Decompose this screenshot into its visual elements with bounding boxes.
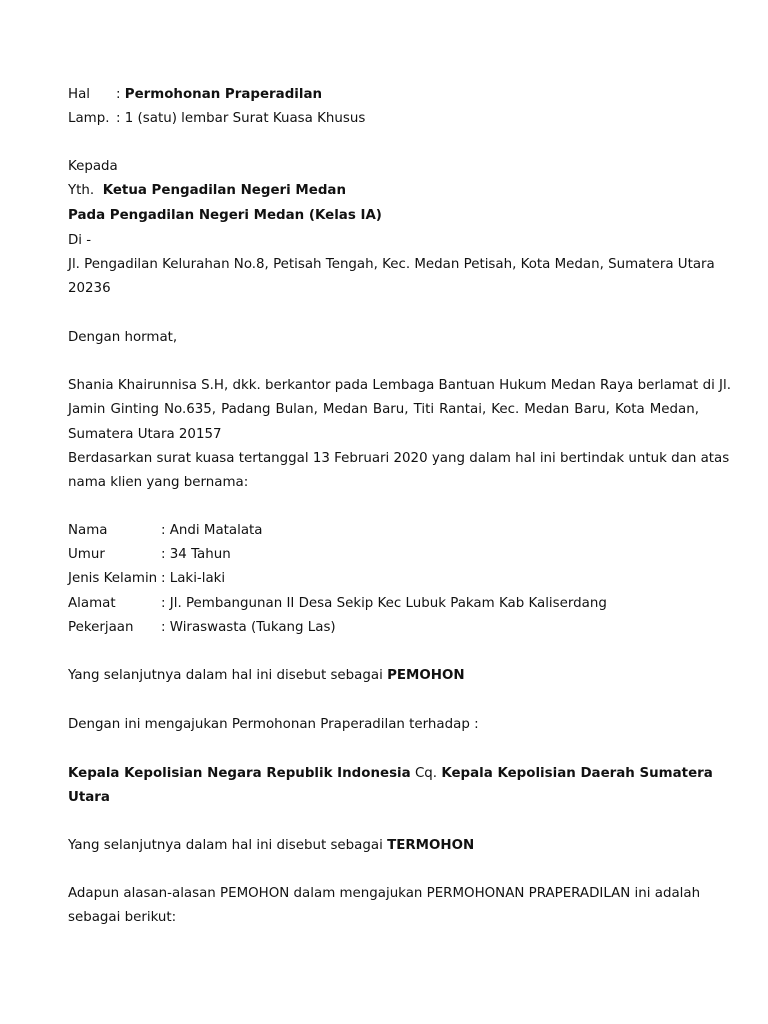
yth-text: Yth. <box>68 183 95 198</box>
respondent-cq: Cq. <box>414 766 438 781</box>
field-label-jenis-kelamin: Jenis Kelamin <box>68 571 158 586</box>
hal-label: Hal <box>68 87 90 102</box>
termohon-prefix: Yang selanjutnya dalam hal ini disebut sebagai <box>68 838 383 853</box>
field-row <box>68 619 336 637</box>
di-text: Di - <box>68 233 92 248</box>
hal-line: Hal : Permohonan Praperadilan <box>68 87 323 102</box>
pemohon-prefix: Yang selanjutnya dalam hal ini disebut sebagai <box>68 668 383 683</box>
recipient-address-line2: 20236 <box>68 281 111 296</box>
paragraph2-line2: nama klien yang bernama: <box>68 475 249 490</box>
paragraph1-line2: Jamin Ginting No.635, Padang Bulan, Medan Baru, Titi Rantai, Kec. Medan Baru, Kota Medan, <box>68 402 699 417</box>
field-value-umur: : 34 Tahun <box>161 547 231 562</box>
field-value-alamat: : Jl. Pembangunan II Desa Sekip Kec Lubuk Pakam Kab Kaliserdang <box>161 596 607 611</box>
field-value-jenis-kelamin: : Laki-laki <box>161 571 226 586</box>
termohon-term: TERMOHON <box>387 838 475 853</box>
termohon-line <box>68 837 474 855</box>
pemohon-line <box>68 667 465 685</box>
field-row <box>68 595 607 613</box>
recipient-court: Pada Pengadilan Negeri Medan (Kelas IA) <box>68 208 382 223</box>
field-row <box>68 522 263 540</box>
field-value-pekerjaan: : Wiraswasta (Tukang Las) <box>161 620 336 635</box>
lamp-value: 1 (satu) lembar Surat Kuasa Khusus <box>124 111 366 126</box>
recipient-line1 <box>68 182 346 200</box>
lamp-label: Lamp. <box>68 111 110 126</box>
kepada-text: Kepada <box>68 159 118 174</box>
paragraph1-line1: Shania Khairunnisa S.H, dkk. berkantor pada Lembaga Bantuan Hukum Medan Raya berlamat di Jl. <box>68 378 731 393</box>
field-value-nama: : Andi Matalata <box>161 523 263 538</box>
paragraph2-line1: Berdasarkan surat kuasa tertanggal 13 Februari 2020 yang dalam hal ini bertindak untuk dan atas <box>68 451 730 466</box>
field-row <box>68 570 225 588</box>
alasan-line2: sebagai berikut: <box>68 910 177 925</box>
field-label-nama: Nama <box>68 523 108 538</box>
recipient-address-line1: Jl. Pengadilan Kelurahan No.8, Petisah Tengah, Kec. Medan Petisah, Kota Medan, Sumatera Utara <box>68 257 715 272</box>
pemohon-term: PEMOHON <box>387 668 465 683</box>
field-label-umur: Umur <box>68 547 105 562</box>
alasan-line1: Adapun alasan-alasan PEMOHON dalam mengajukan PERMOHONAN PRAPERADILAN ini adalah <box>68 886 701 901</box>
recipient-line2 <box>68 207 382 225</box>
recipient-court-head: Ketua Pengadilan Negeri Medan <box>102 183 346 198</box>
lamp-line: Lamp. : 1 (satu) lembar Surat Kuasa Khusus <box>68 111 366 126</box>
respondent-line1 <box>68 765 713 783</box>
respondent-bold2: Kepala Kepolisian Daerah Sumatera <box>441 766 713 781</box>
mengajukan-line: Dengan ini mengajukan Permohonan Praperadilan terhadap : <box>68 717 479 732</box>
respondent-bold3: Utara <box>68 790 110 805</box>
field-label-alamat: Alamat <box>68 596 116 611</box>
respondent-line2 <box>68 789 110 807</box>
field-label-pekerjaan: Pekerjaan <box>68 620 134 635</box>
respondent-bold1: Kepala Kepolisian Negara Republik Indonesia <box>68 766 411 781</box>
paragraph1-line3: Sumatera Utara 20157 <box>68 427 222 442</box>
field-row <box>68 546 231 564</box>
hal-value: Permohonan Praperadilan <box>124 87 323 102</box>
greeting: Dengan hormat, <box>68 330 178 345</box>
